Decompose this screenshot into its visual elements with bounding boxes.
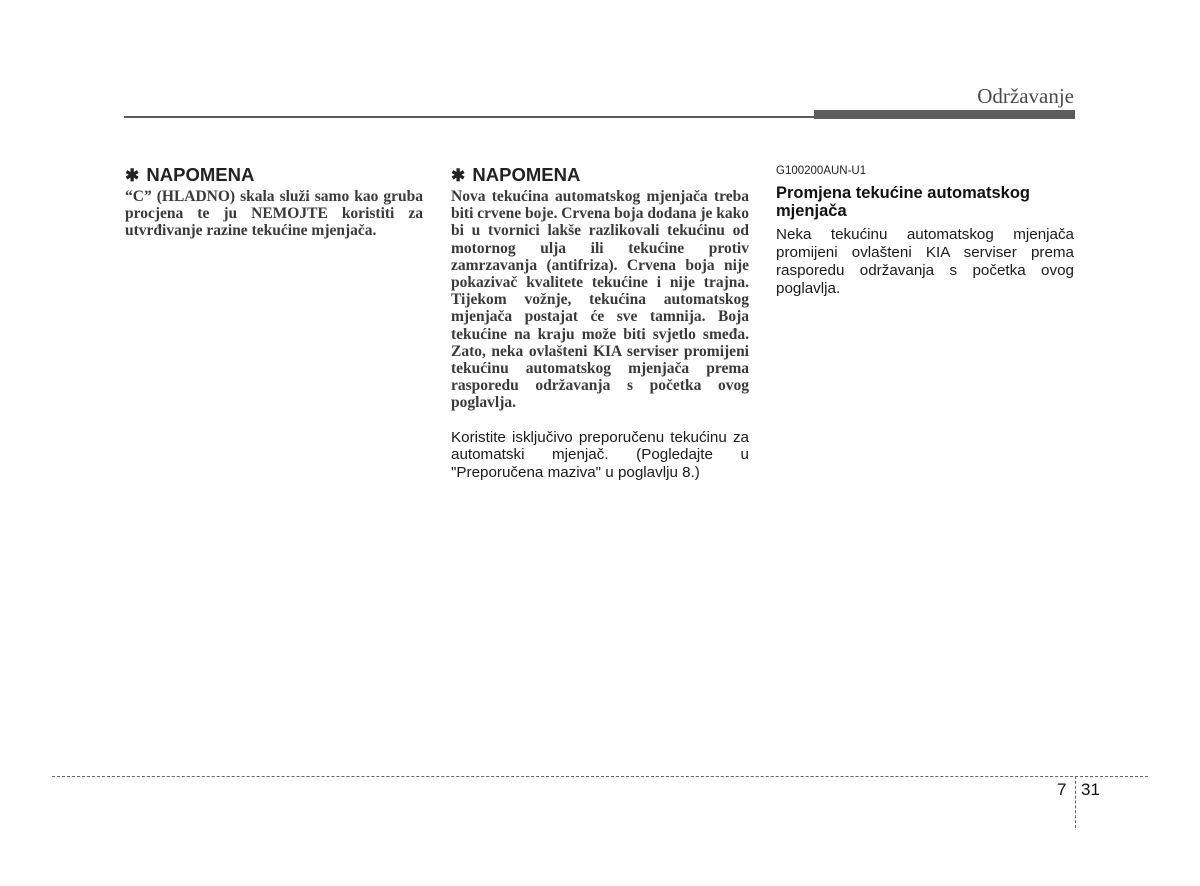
section-text: Neka tekućinu automatskog mjenjača promijeni ovlašteni KIA serviser prema rasporedu održavanja s početka ovog poglavlja. (776, 226, 1074, 297)
asterisk-star-icon: ✱ (451, 166, 466, 185)
header-rule (124, 116, 814, 118)
note-heading-label: NAPOMENA (146, 164, 255, 185)
section-code: G100200AUN-U1 (776, 165, 867, 177)
note-heading (125, 165, 423, 186)
asterisk-star-icon: ✱ (125, 166, 140, 185)
section-column-3 (776, 165, 1074, 298)
note-column-1 (125, 165, 423, 240)
chapter-number: 7 (1057, 780, 1067, 799)
note-text: “C” (HLADNO) skala služi samo kao gruba procjena te ju NEMOJTE koristiti za utvrđivanje razine tekućine mjenjača. (125, 188, 423, 240)
footer-rule (52, 776, 1148, 777)
section-title: Promjena tekućine automatskog mjenjača (776, 184, 1030, 220)
note-text: Nova tekućina automatskog mjenjača treba biti crvene boje. Crvena boja dodana je kako bi u tvornici lakše razlikovali tekućinu od motornog ulja ili tekućine protiv zamrzavanja (antifriza). Crvena boja nije pokazivač kvalitete tekućine i nije trajna. Tijekom vožnje, tekućina automatskog mjenjača postajat će sve tamnija. Boja tekućine na kraju može biti svjetlo smeđa. Zato, neka ovlašteni KIA serviser promijeni tekućinu automatskog mjenjača prema rasporedu održavanja s početka ovog poglavlja. (451, 188, 749, 412)
paragraph-text: Koristite isključivo preporučenu tekućinu za automatski mjenjač. (Pogledajte u "Preporučena maziva" u poglavlju 8.) (451, 428, 749, 481)
note-column-2 (451, 165, 749, 481)
note-heading (451, 165, 749, 186)
note-heading-label: NAPOMENA (472, 164, 581, 185)
page-number: 31 (1081, 780, 1100, 799)
chapter-title: Održavanje (977, 84, 1074, 108)
page-number-divider (1075, 776, 1076, 828)
header-bar (814, 110, 1075, 119)
